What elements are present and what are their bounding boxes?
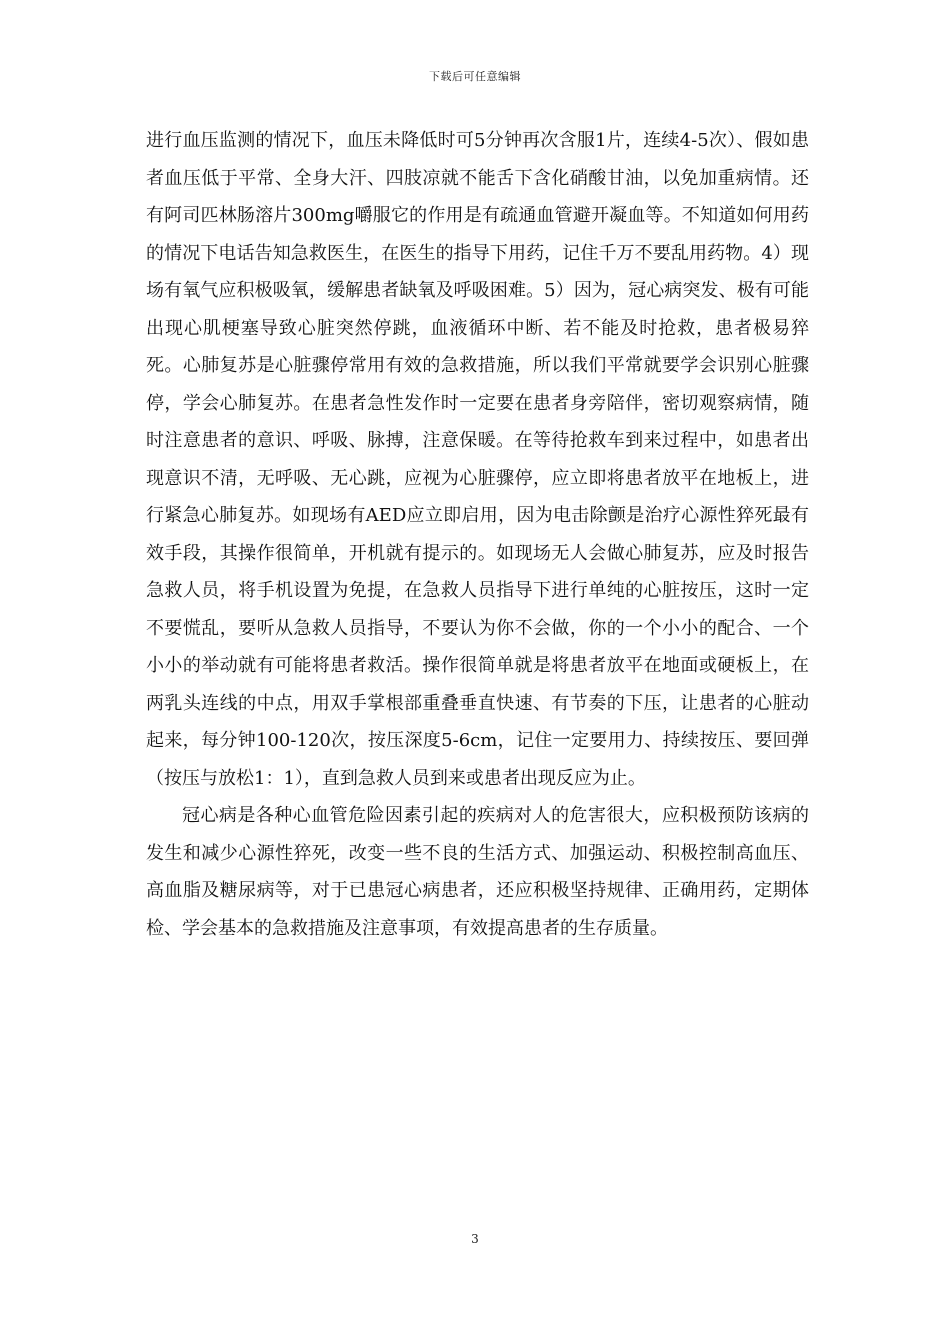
- page-header: 下载后可任意编辑: [429, 70, 521, 83]
- page-number: 3: [471, 1232, 479, 1246]
- body-text: [146, 122, 809, 947]
- paragraph-continuation: 进行血压监测的情况下，血压未降低时可5分钟再次含服1片，连续4-5次）、假如患者血压低于平常、全身大汗、四肢凉就不能舌下含化硝酸甘油，以免加重病情。还有阿司匹林肠溶片300mg嚼服它的作用是有疏通血管避开凝血等。不知道如何用药的情况下电话告知急救医生，在医生的指导下用药，记住千万不要乱用药物。4）现场有氧气应积极吸氧，缓解患者缺氧及呼吸困难。5）因为，冠心病突发、极有可能出现心肌梗塞导致心脏突然停跳，血液循环中断、若不能及时抢救，患者极易猝死。心肺复苏是心脏骤停常用有效的急救措施，所以我们平常就要学会识别心脏骤停，学会心肺复苏。在患者急性发作时一定要在患者身旁陪伴，密切观察病情，随时注意患者的意识、呼吸、脉搏，注意保暖。在等待抢救车到来过程中，如患者出现意识不清，无呼吸、无心跳，应视为心脏骤停，应立即将患者放平在地板上，进行紧急心肺复苏。如现场有AED应立即启用，因为电击除颤是治疗心源性猝死最有效手段，其操作很简单，开机就有提示的。如现场无人会做心肺复苏，应及时报告急救人员，将手机设置为免提，在急救人员指导下进行单纯的心脏按压，这时一定不要慌乱，要听从急救人员指导，不要认为你不会做，你的一个小小的配合、一个小小的举动就有可能将患者救活。操作很简单就是将患者放平在地面或硬板上，在两乳头连线的中点，用双手掌根部重叠垂直快速、有节奏的下压，让患者的心脏动起来，每分钟100-120次，按压深度5-6cm，记住一定要用力、持续按压、要回弹（按压与放松1：1），直到急救人员到来或患者出现反应为止。: [146, 130, 809, 789]
- paragraph-conclusion: 冠心病是各种心血管危险因素引起的疾病对人的危害很大，应积极预防该病的发生和减少心源性猝死，改变一些不良的生活方式、加强运动、积极控制高血压、高血脂及糖尿病等，对于已患冠心病患者，还应积极坚持规律、正确用药，定期体检、学会基本的急救措施及注意事项，有效提高患者的生存质量。: [146, 805, 809, 939]
